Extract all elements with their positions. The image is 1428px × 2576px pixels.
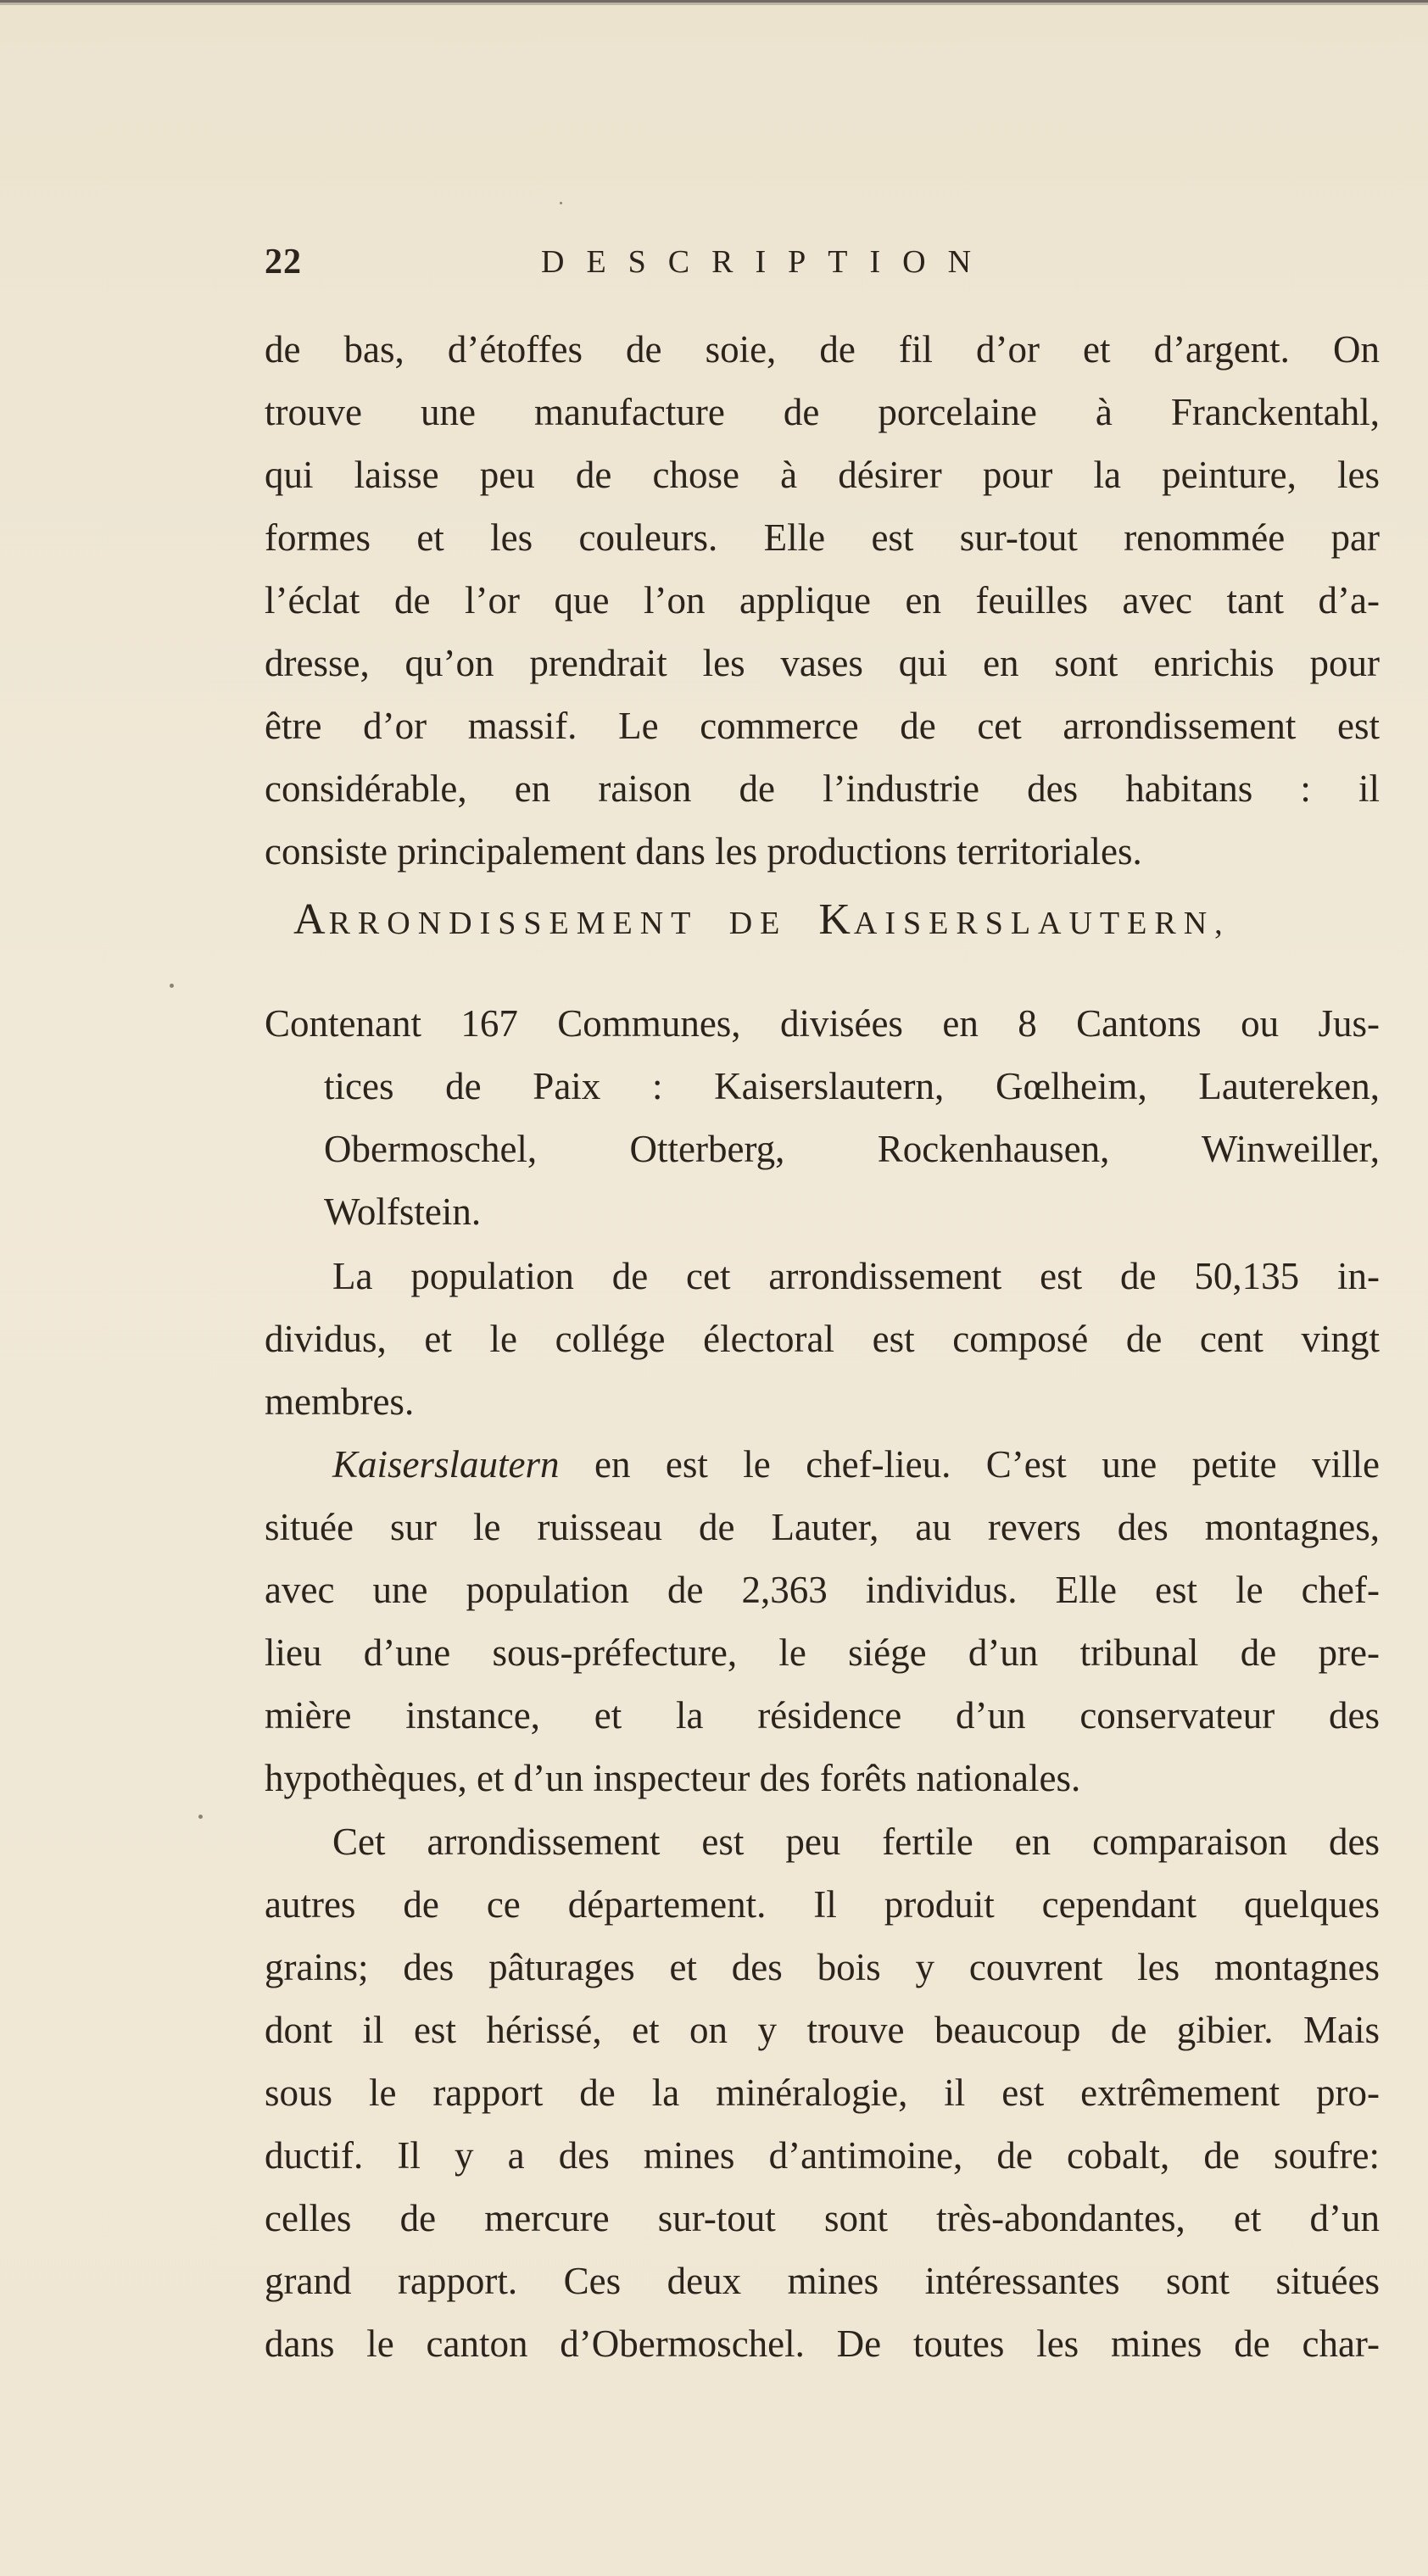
text-line: dividus, et le collége électoral est composé de cent vingt	[265, 1318, 1380, 1360]
paragraph-kaiserslautern	[265, 1433, 1380, 1809]
heading-initial-k: K	[818, 895, 854, 944]
text-line: être d’or massif. Le commerce de cet arrondissement est	[265, 705, 1380, 747]
text-line: l’éclat de l’or que l’on applique en feuilles avec tant d’a-	[265, 579, 1380, 622]
paragraph-manufactures	[265, 318, 1380, 883]
paper-speck	[198, 1815, 203, 1819]
page-top-edge	[0, 0, 1428, 12]
text-line: La population de cet arrondissement est de 50,135 in-	[332, 1255, 1380, 1297]
contents-list	[265, 992, 1380, 1243]
text-line: formes et les couleurs. Elle est sur-tout renommée par	[265, 516, 1380, 559]
text-line: Obermoschel, Otterberg, Rockenhausen, Winweiller,	[324, 1128, 1380, 1170]
text-line: lieu d’une sous-préfecture, le siége d’un tribunal de pre-	[265, 1631, 1380, 1674]
text-line: mière instance, et la résidence d’un conservateur des	[265, 1694, 1380, 1737]
text-line: trouve une manufacture de porcelaine à Franckentahl,	[265, 391, 1380, 433]
heading-word-arrondissement: RRONDISSEMENT	[328, 906, 698, 941]
text-line: ductif. Il y a des mines d’antimoine, de cobalt, de soufre:	[265, 2134, 1380, 2177]
text-line: située sur le ruisseau de Lauter, au revers des montagnes,	[265, 1506, 1380, 1548]
text-line: de bas, d’étoffes de soie, de fil d’or et d’argent. On	[265, 328, 1380, 371]
text-line: dresse, qu’on prendrait les vases qui en sont enrichis pour	[265, 642, 1380, 684]
section-heading	[293, 890, 1421, 950]
page-number: 22	[265, 243, 302, 282]
paragraph-population	[265, 1245, 1380, 1433]
text-line: celles de mercure sur-tout sont très-abondantes, et d’un	[265, 2197, 1380, 2239]
text-line: consiste principalement dans les productions territoriales.	[265, 830, 1142, 873]
heading-word-de: DE	[728, 906, 788, 941]
heading-word-kaiserslautern: AISERSLAUTERN,	[853, 906, 1230, 941]
text-line: Kaiserslautern en est le chef-lieu. C’est une petite ville	[332, 1443, 1380, 1486]
running-head	[265, 242, 1163, 293]
paper-speck	[170, 984, 174, 988]
text-line: qui laisse peu de chose à désirer pour la peinture, les	[265, 454, 1380, 496]
place-name-italic: Kaiserslautern	[332, 1443, 560, 1486]
text-line: Wolfstein.	[324, 1190, 482, 1233]
text-line: Cet arrondissement est peu fertile en comparaison des	[332, 1820, 1380, 1863]
heading-initial-a: A	[293, 895, 329, 944]
running-title: DESCRIPTION	[541, 244, 994, 280]
text-line: tices de Paix : Kaiserslautern, Gœlheim, Lautereken,	[324, 1065, 1380, 1107]
text-line: dont il est hérissé, et on y trouve beaucoup de gibier. Mais	[265, 2009, 1380, 2051]
text-line: considérable, en raison de l’industrie des habitans : il	[265, 767, 1380, 810]
text-line: hypothèques, et d’un inspecteur des forêts nationales.	[265, 1757, 1081, 1799]
text-line: avec une population de 2,363 individus. Elle est le chef-	[265, 1569, 1380, 1611]
text-line: grand rapport. Ces deux mines intéressantes sont situées	[265, 2260, 1380, 2302]
text-line: membres.	[265, 1380, 415, 1423]
text-line: dans le canton d’Obermoschel. De toutes les mines de char-	[265, 2322, 1380, 2365]
paper-speck	[560, 202, 562, 204]
paragraph-fertility	[265, 1810, 1380, 2375]
text-line: sous le rapport de la minéralogie, il est extrêmement pro-	[265, 2071, 1380, 2114]
text-line: autres de ce département. Il produit cependant quelques	[265, 1883, 1380, 1926]
text-line: Contenant 167 Communes, divisées en 8 Cantons ou Jus-	[265, 1002, 1380, 1045]
text-line: grains; des pâturages et des bois y couvrent les montagnes	[265, 1946, 1380, 1988]
